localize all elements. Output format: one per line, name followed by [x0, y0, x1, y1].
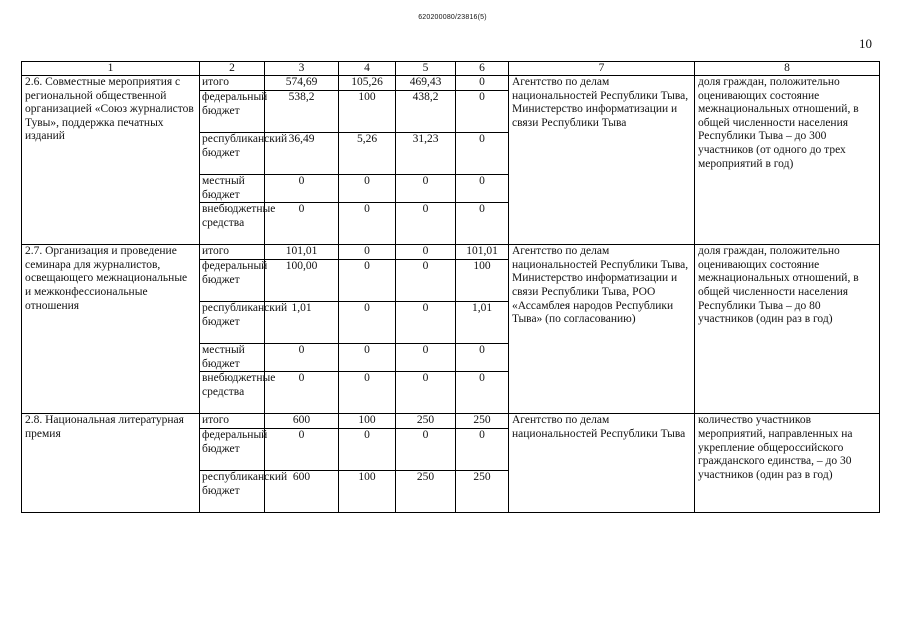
value-year-2: 0	[396, 175, 456, 203]
page-number: 10	[859, 36, 872, 51]
value-year-2: 469,43	[396, 76, 456, 91]
value-total: 1,01	[265, 302, 339, 344]
value-total: 0	[265, 372, 339, 414]
program-activities-table	[21, 61, 880, 513]
funding-source: республиканский бюджет	[200, 302, 265, 344]
value-year-2: 250	[396, 471, 456, 513]
value-year-3: 100	[456, 260, 509, 302]
value-year-1: 100	[339, 471, 396, 513]
value-year-1: 0	[339, 175, 396, 203]
column-header: 1	[22, 62, 200, 76]
value-year-3: 0	[456, 175, 509, 203]
value-year-3: 250	[456, 414, 509, 429]
value-year-1: 100	[339, 91, 396, 133]
value-year-3: 0	[456, 372, 509, 414]
activity-title: 2.6. Совместные мероприятия с региональной общественной организацией «Союз журналистов Тувы», поддержка печатных изданий	[22, 76, 200, 245]
value-year-1: 0	[339, 429, 396, 471]
value-total: 538,2	[265, 91, 339, 133]
value-total: 36,49	[265, 133, 339, 175]
value-total: 600	[265, 414, 339, 429]
table-row	[22, 245, 880, 260]
column-header: 2	[200, 62, 265, 76]
expected-result: доля граждан, положительно оценивающих состояние межнациональных отношений, в общей численности населения Республики Тыва – до 80 участников (один раз в год)	[695, 245, 880, 414]
value-year-2: 0	[396, 344, 456, 372]
activity-title: 2.7. Организация и проведение семинара для журналистов, освещающего межнациональные и межконфессиональные отношения	[22, 245, 200, 414]
responsible-executor: Агентство по делам национальностей Республики Тыва	[509, 414, 695, 513]
column-header: 4	[339, 62, 396, 76]
funding-source: республиканский бюджет	[200, 471, 265, 513]
value-year-2: 0	[396, 429, 456, 471]
funding-source: внебюджетные средства	[200, 203, 265, 245]
value-total: 101,01	[265, 245, 339, 260]
value-year-1: 0	[339, 372, 396, 414]
value-total: 574,69	[265, 76, 339, 91]
column-header: 8	[695, 62, 880, 76]
funding-source: внебюджетные средства	[200, 372, 265, 414]
column-number-row	[22, 62, 880, 76]
value-year-3: 0	[456, 133, 509, 175]
column-header: 7	[509, 62, 695, 76]
value-year-2: 0	[396, 203, 456, 245]
value-year-1: 0	[339, 344, 396, 372]
value-year-1: 5,26	[339, 133, 396, 175]
value-year-1: 0	[339, 302, 396, 344]
value-total: 100,00	[265, 260, 339, 302]
table-row	[22, 414, 880, 429]
document-code: 620200080/23816(5)	[418, 14, 487, 21]
funding-source: итого	[200, 76, 265, 91]
funding-source: местный бюджет	[200, 344, 265, 372]
value-total: 0	[265, 175, 339, 203]
expected-result: доля граждан, положительно оценивающих состояние межнациональных отношений, в общей численности населения Республики Тыва – до 300 участников (от одного до трех мероприятий в год)	[695, 76, 880, 245]
value-year-3: 250	[456, 471, 509, 513]
value-year-3: 0	[456, 91, 509, 133]
value-year-2: 0	[396, 245, 456, 260]
funding-source: федеральный бюджет	[200, 429, 265, 471]
value-total: 0	[265, 344, 339, 372]
responsible-executor: Агентство по делам национальностей Республики Тыва, Министерство информатизации и связи Республики Тыва	[509, 76, 695, 245]
value-year-3: 101,01	[456, 245, 509, 260]
value-year-3: 0	[456, 203, 509, 245]
column-header: 3	[265, 62, 339, 76]
expected-result: количество участников мероприятий, направленных на укрепление общероссийского гражданского единства, – до 30 участников (один раз в год)	[695, 414, 880, 513]
value-year-2: 250	[396, 414, 456, 429]
responsible-executor: Агентство по делам национальностей Республики Тыва, Министерство информатизации и связи Республики Тыва, РОО «Ассамблея народов Республики Тыва» (по согласованию)	[509, 245, 695, 414]
value-year-3: 0	[456, 344, 509, 372]
column-header: 5	[396, 62, 456, 76]
value-year-1: 0	[339, 260, 396, 302]
value-year-1: 0	[339, 203, 396, 245]
value-total: 0	[265, 203, 339, 245]
value-year-2: 0	[396, 302, 456, 344]
value-year-2: 438,2	[396, 91, 456, 133]
value-year-2: 31,23	[396, 133, 456, 175]
funding-source: республиканский бюджет	[200, 133, 265, 175]
value-year-1: 0	[339, 245, 396, 260]
value-year-2: 0	[396, 260, 456, 302]
table-row	[22, 76, 880, 91]
value-year-3: 0	[456, 429, 509, 471]
value-total: 0	[265, 429, 339, 471]
column-header: 6	[456, 62, 509, 76]
value-year-1: 105,26	[339, 76, 396, 91]
funding-source: федеральный бюджет	[200, 260, 265, 302]
value-year-1: 100	[339, 414, 396, 429]
funding-source: федеральный бюджет	[200, 91, 265, 133]
funding-source: итого	[200, 245, 265, 260]
value-year-3: 0	[456, 76, 509, 91]
value-year-2: 0	[396, 372, 456, 414]
value-year-3: 1,01	[456, 302, 509, 344]
funding-source: итого	[200, 414, 265, 429]
value-total: 600	[265, 471, 339, 513]
funding-source: местный бюджет	[200, 175, 265, 203]
activity-title: 2.8. Национальная литературная премия	[22, 414, 200, 513]
